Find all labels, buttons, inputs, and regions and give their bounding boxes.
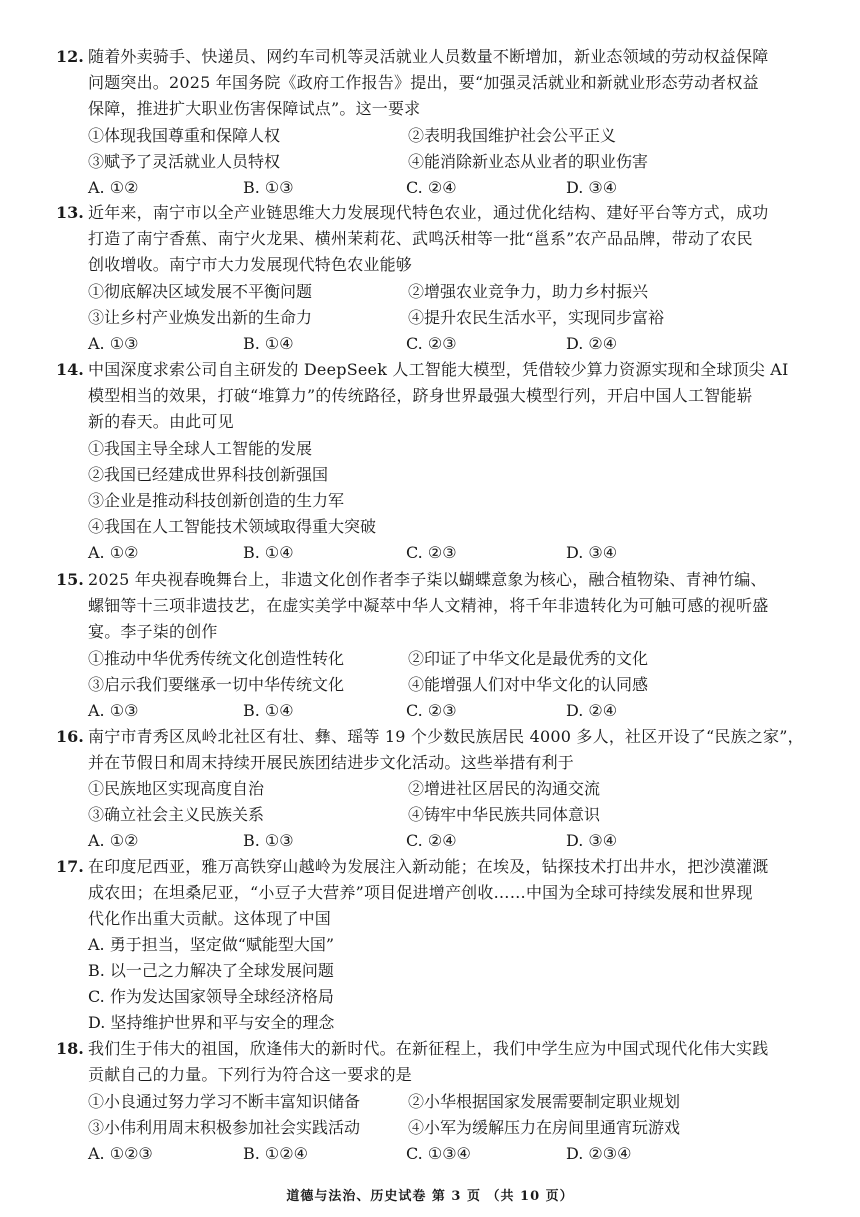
question-stem-line: 南宁市青秀区凤岭北社区有壮、彝、瑶等 19 个少数民族居民 4000 多人，社区开设了“民族之家”，: [88, 727, 804, 746]
statement-row: [88, 149, 840, 175]
choice-b: B. ①④: [243, 701, 294, 720]
statement-row: [88, 305, 840, 331]
statement: ②增强农业竞争力，助力乡村振兴: [408, 282, 649, 301]
choice-d: D. ③④: [566, 178, 618, 197]
choice-a: A. ①③: [88, 334, 139, 353]
choice-c: C. 作为发达国家领导全球经济格局: [88, 987, 334, 1006]
statement: ①推动中华优秀传统文化创造性转化: [88, 649, 345, 668]
statement-row: [88, 646, 840, 672]
question-stem-line: 并在节假日和周末持续开展民族团结进步文化活动。这些举措有利于: [88, 753, 575, 772]
choice-c: C. ②③: [406, 543, 457, 562]
question-stem-line: 中国深度求索公司自主研发的 DeepSeek 人工智能大模型，凭借较少算力资源实现和全球顶尖 AI: [88, 360, 789, 379]
statement: ③赋予了灵活就业人员特权: [88, 152, 281, 171]
question-number: 15.: [56, 570, 84, 589]
statement: ④能增强人们对中华文化的认同感: [408, 675, 649, 694]
choice-c: C. ②④: [406, 831, 457, 850]
statement: ②表明我国维护社会公平正义: [408, 126, 617, 145]
statement: ①彻底解决区域发展不平衡问题: [88, 282, 313, 301]
question-number: 14.: [56, 360, 84, 379]
statement-row: [88, 1089, 840, 1115]
choice-row: [88, 331, 840, 357]
question-stem-line: 成农田；在坦桑尼亚，“小豆子大营养”项目促进增产创收……中国为全球可持续发展和世界现: [88, 883, 753, 902]
statement: ④能消除新业态从业者的职业伤害: [408, 152, 649, 171]
question-number: 13.: [56, 203, 84, 222]
choice-a: A. ①②: [88, 831, 139, 850]
statement: ①体现我国尊重和保障人权: [88, 126, 281, 145]
question-stem-line: 模型相当的效果，打破“堆算力”的传统路径，跻身世界最强大模型行列，开启中国人工智能崭: [88, 386, 753, 405]
question-stem-line: 在印度尼西亚，雅万高铁穿山越岭为发展注入新动能；在埃及，钻探技术打出井水，把沙漠灌溉: [88, 857, 769, 876]
statement: ③让乡村产业焕发出新的生命力: [88, 308, 313, 327]
statement-row: [88, 776, 840, 802]
statement-row: [88, 672, 840, 698]
choice-d: D. ③④: [566, 543, 618, 562]
statement: ①我国主导全球人工智能的发展: [88, 439, 313, 458]
choice-d: D. ②④: [566, 701, 618, 720]
statement: ④铸牢中华民族共同体意识: [408, 805, 601, 824]
choice-b: B. ①④: [243, 543, 294, 562]
choice-d: D. ②④: [566, 334, 618, 353]
question-stem-line: 保障，推进扩大职业伤害保障试点”。这一要求: [88, 99, 421, 118]
question-stem-line: 问题突出。2025 年国务院《政府工作报告》提出，要“加强灵活就业和新就业形态劳动者权益: [88, 73, 759, 92]
question-stem-line: 近年来，南宁市以全产业链思维大力发展现代特色农业，通过优化结构、建好平台等方式，成功: [88, 203, 769, 222]
question-stem-line: 新的春天。由此可见: [88, 412, 234, 431]
choice-b: B. ①②④: [243, 1144, 308, 1163]
question-stem-line: 贡献自己的力量。下列行为符合这一要求的是: [88, 1065, 413, 1084]
statement: ④我国在人工智能技术领域取得重大突破: [88, 517, 377, 536]
choice-a: A. ①②: [88, 178, 139, 197]
choice-b: B. ①③: [243, 178, 294, 197]
question-stem-line: 2025 年央视春晚舞台上，非遗文化创作者李子柒以蝴蝶意象为核心，融合植物染、青神竹编、: [88, 570, 767, 589]
question-stem-line: 随着外卖骑手、快递员、网约车司机等灵活就业人员数量不断增加，新业态领域的劳动权益保障: [88, 47, 769, 66]
choice-c: C. ②④: [406, 178, 457, 197]
statement: ③企业是推动科技创新创造的生力军: [88, 491, 345, 510]
statement: ②印证了中华文化是最优秀的文化: [408, 649, 649, 668]
statement: ③小伟利用周末积极参加社会实践活动: [88, 1118, 361, 1137]
choice-a: A. ①③: [88, 701, 139, 720]
question-stem-line: 螺钿等十三项非遗技艺，在虚实美学中凝萃中华人文精神，将千年非遗转化为可触可感的视听盛: [88, 596, 769, 615]
statement: ④小军为缓解压力在房间里通宵玩游戏: [408, 1118, 681, 1137]
question-stem-line: 宴。李子柒的创作: [88, 622, 218, 641]
choice-d: D. ③④: [566, 831, 618, 850]
statement: ④提升农民生活水平，实现同步富裕: [408, 308, 665, 327]
choice-c: C. ②③: [406, 334, 457, 353]
choice-b: B. 以一己之力解决了全球发展问题: [88, 961, 334, 980]
question-number: 16.: [56, 727, 84, 746]
choice-a: A. ①②③: [88, 1144, 153, 1163]
question-stem-line: 代化作出重大贡献。这体现了中国: [88, 909, 332, 928]
question-number: 17.: [56, 857, 84, 876]
statement-row: [88, 1115, 840, 1141]
choice-d: D. ②③④: [566, 1144, 632, 1163]
question-stem-line: 打造了南宁香蕉、南宁火龙果、横州茉莉花、武鸣沃柑等一批“邕系”农产品品牌，带动了农民: [88, 229, 753, 248]
statement: ①小良通过努力学习不断丰富知识储备: [88, 1092, 361, 1111]
statement: ②小华根据国家发展需要制定职业规划: [408, 1092, 681, 1111]
question-number: 12.: [56, 47, 84, 66]
question-number: 18.: [56, 1039, 84, 1058]
choice-c: C. ②③: [406, 701, 457, 720]
choice-a: A. ①②: [88, 543, 139, 562]
choice-row: [88, 540, 840, 566]
choice-a: A. 勇于担当，坚定做“赋能型大国”: [88, 935, 335, 954]
choice-c: C. ①③④: [406, 1144, 471, 1163]
statement: ③启示我们要继承一切中华传统文化: [88, 675, 345, 694]
statement-row: [88, 279, 840, 305]
choice-d: D. 坚持维护世界和平与安全的理念: [88, 1013, 335, 1032]
choice-b: B. ①③: [243, 831, 294, 850]
choice-row: [88, 828, 840, 854]
question-stem-line: 创收增收。南宁市大力发展现代特色农业能够: [88, 255, 413, 274]
statement: ①民族地区实现高度自治: [88, 779, 265, 798]
page-footer: 道德与法治、历史试卷 第 3 页 （共 10 页）: [286, 1189, 574, 1204]
statement: ②增进社区居民的沟通交流: [408, 779, 601, 798]
choice-row: [88, 175, 840, 201]
choice-row: [88, 698, 840, 724]
choice-row: [88, 1141, 840, 1167]
question-stem-line: 我们生于伟大的祖国，欣逢伟大的新时代。在新征程上，我们中学生应为中国式现代化伟大实践: [88, 1039, 769, 1058]
statement-row: [88, 802, 840, 828]
choice-b: B. ①④: [243, 334, 294, 353]
statement-row: [88, 123, 840, 149]
statement: ②我国已经建成世界科技创新强国: [88, 465, 329, 484]
statement: ③确立社会主义民族关系: [88, 805, 265, 824]
